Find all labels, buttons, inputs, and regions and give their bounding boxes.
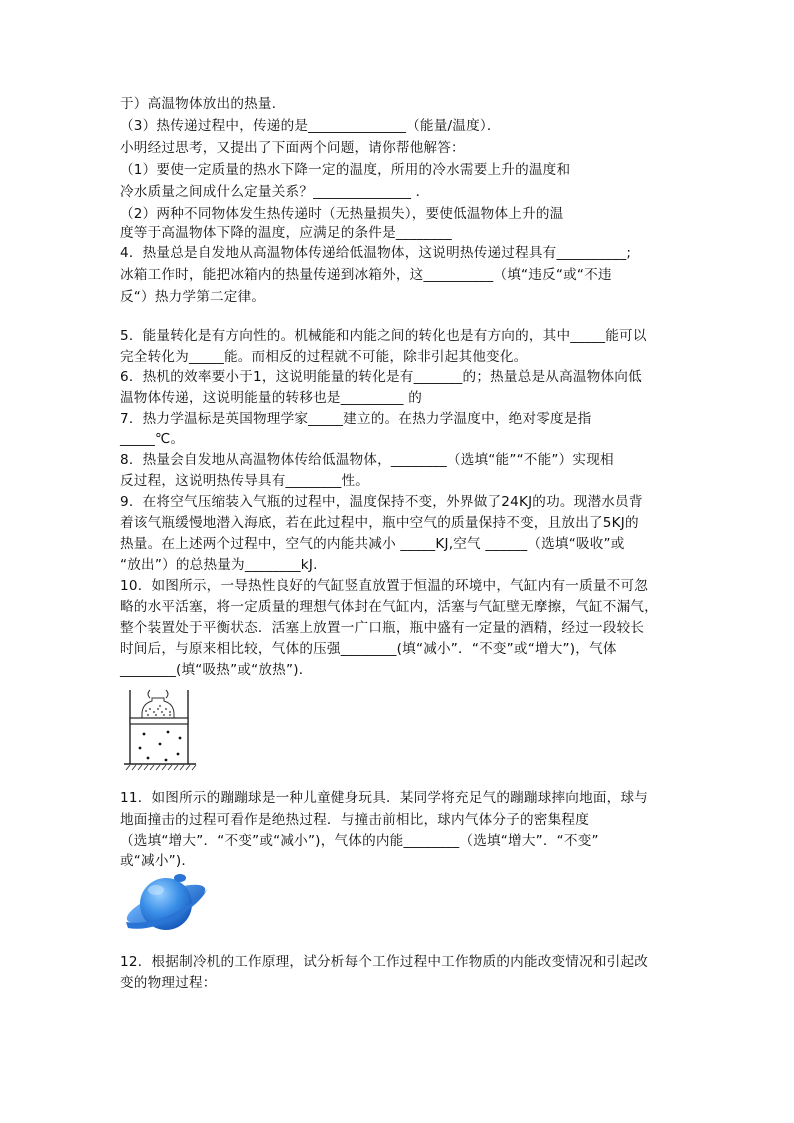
- text-line: 4．热量总是自发地从高温物体传递给低温物体，这说明热传递过程具有__________;: [120, 245, 632, 261]
- text-line: 7．热力学温标是英国物理学家_____建立的。在热力学温度中，绝对零度是指: [120, 411, 592, 427]
- text-line: 地面撞击的过程可看作是绝热过程．与撞击前相比，球内气体分子的密集程度: [120, 812, 589, 828]
- text-line: 整个装置处于平衡状态．活塞上放置一广口瓶，瓶中盛有一定量的酒精，经过一段较长: [120, 620, 645, 636]
- text-line: 冷水质量之间成什么定量关系？______________ ．: [120, 184, 430, 200]
- text-line: 9．在将空气压缩装入气瓶的过程中，温度保持不变，外界做了24KJ的功。现潜水员背: [120, 494, 643, 510]
- text-line: 变的物理过程：: [120, 975, 217, 991]
- text-line: 于）高温物体放出的热量．: [120, 96, 286, 112]
- text-line: 反“）热力学第二定律。: [120, 289, 266, 305]
- text-line: （1）要使一定质量的热水下降一定的温度，所用的冷水需要上升的温度和: [120, 162, 571, 178]
- text-line: （3）热传递过程中，传递的是______________（能量/温度）．: [120, 118, 501, 134]
- text-line: 10．如图所示，一导热性良好的气缸竖直放置于恒温的环境中，气缸内有一质量不可忽: [120, 578, 649, 594]
- text-line: 着该气瓶缓慢地潜入海底，若在此过程中，瓶中空气的质量保持不变，且放出了5KJ的: [120, 515, 639, 531]
- text-line: 度等于高温物体下降的温度，应满足的条件是________: [120, 225, 452, 241]
- text-line: 8．热量会自发地从高温物体传给低温物体，________（选填“能”“不能”）实现相: [120, 452, 614, 468]
- text-line: 温物体传递，这说明能量的转移也是_________ 的: [120, 390, 422, 406]
- text-line: 时间后，与原来相比较，气体的压强________(填“减小”．“不变”或“增大”)，气体: [120, 641, 617, 657]
- text-line: 冰箱工作时，能把冰箱内的热量传递到冰箱外，这__________（填“违反“或“不违: [120, 267, 612, 283]
- text-line: 或“减小”)．: [120, 853, 196, 869]
- text-line: _____℃。: [120, 431, 185, 447]
- text-line: “放出”）的总热量为________kJ.: [120, 557, 318, 573]
- text-line: ________(填“吸热”或“放热”)．: [120, 662, 313, 678]
- text-line: 略的水平活塞，将一定质量的理想气体封在气缸内，活塞与气缸壁无摩擦，气缸不漏气，: [120, 599, 658, 615]
- text-line: 完全转化为_____能。而相反的过程就不可能，除非引起其他变化。: [120, 349, 528, 365]
- text-line: （选填“增大”．“不变”或“减小”)，气体的内能________（选填“增大”．“不变”: [120, 833, 599, 849]
- text-line: 6．热机的效率要小于1，这说明能量的转化是有_______的；热量总是从高温物体向低: [120, 369, 642, 385]
- cylinder-piston-figure: [120, 684, 200, 776]
- bouncing-ball-figure: [120, 870, 212, 942]
- text-line: 5．能量转化是有方向性的。机械能和内能之间的转化也是有方向的，其中_____能可以: [120, 328, 647, 344]
- text-line: 11．如图所示的蹦蹦球是一种儿童健身玩具．某同学将充足气的蹦蹦球摔向地面，球与: [120, 790, 649, 806]
- text-line: 小明经过思考，又提出了下面两个问题，请你帮他解答：: [120, 140, 465, 156]
- text-line: 反过程，这说明热传导具有________性。: [120, 473, 370, 489]
- text-line: 热量。在上述两个过程中，空气的内能共减小 _____KJ,空气 ______（选填“吸收”或: [120, 536, 625, 552]
- text-line: 12．根据制冷机的工作原理，试分析每个工作过程中工作物质的内能改变情况和引起改: [120, 954, 649, 970]
- text-line: （2）两种不同物体发生热传递时（无热量损失），要使低温物体上升的温: [120, 206, 564, 222]
